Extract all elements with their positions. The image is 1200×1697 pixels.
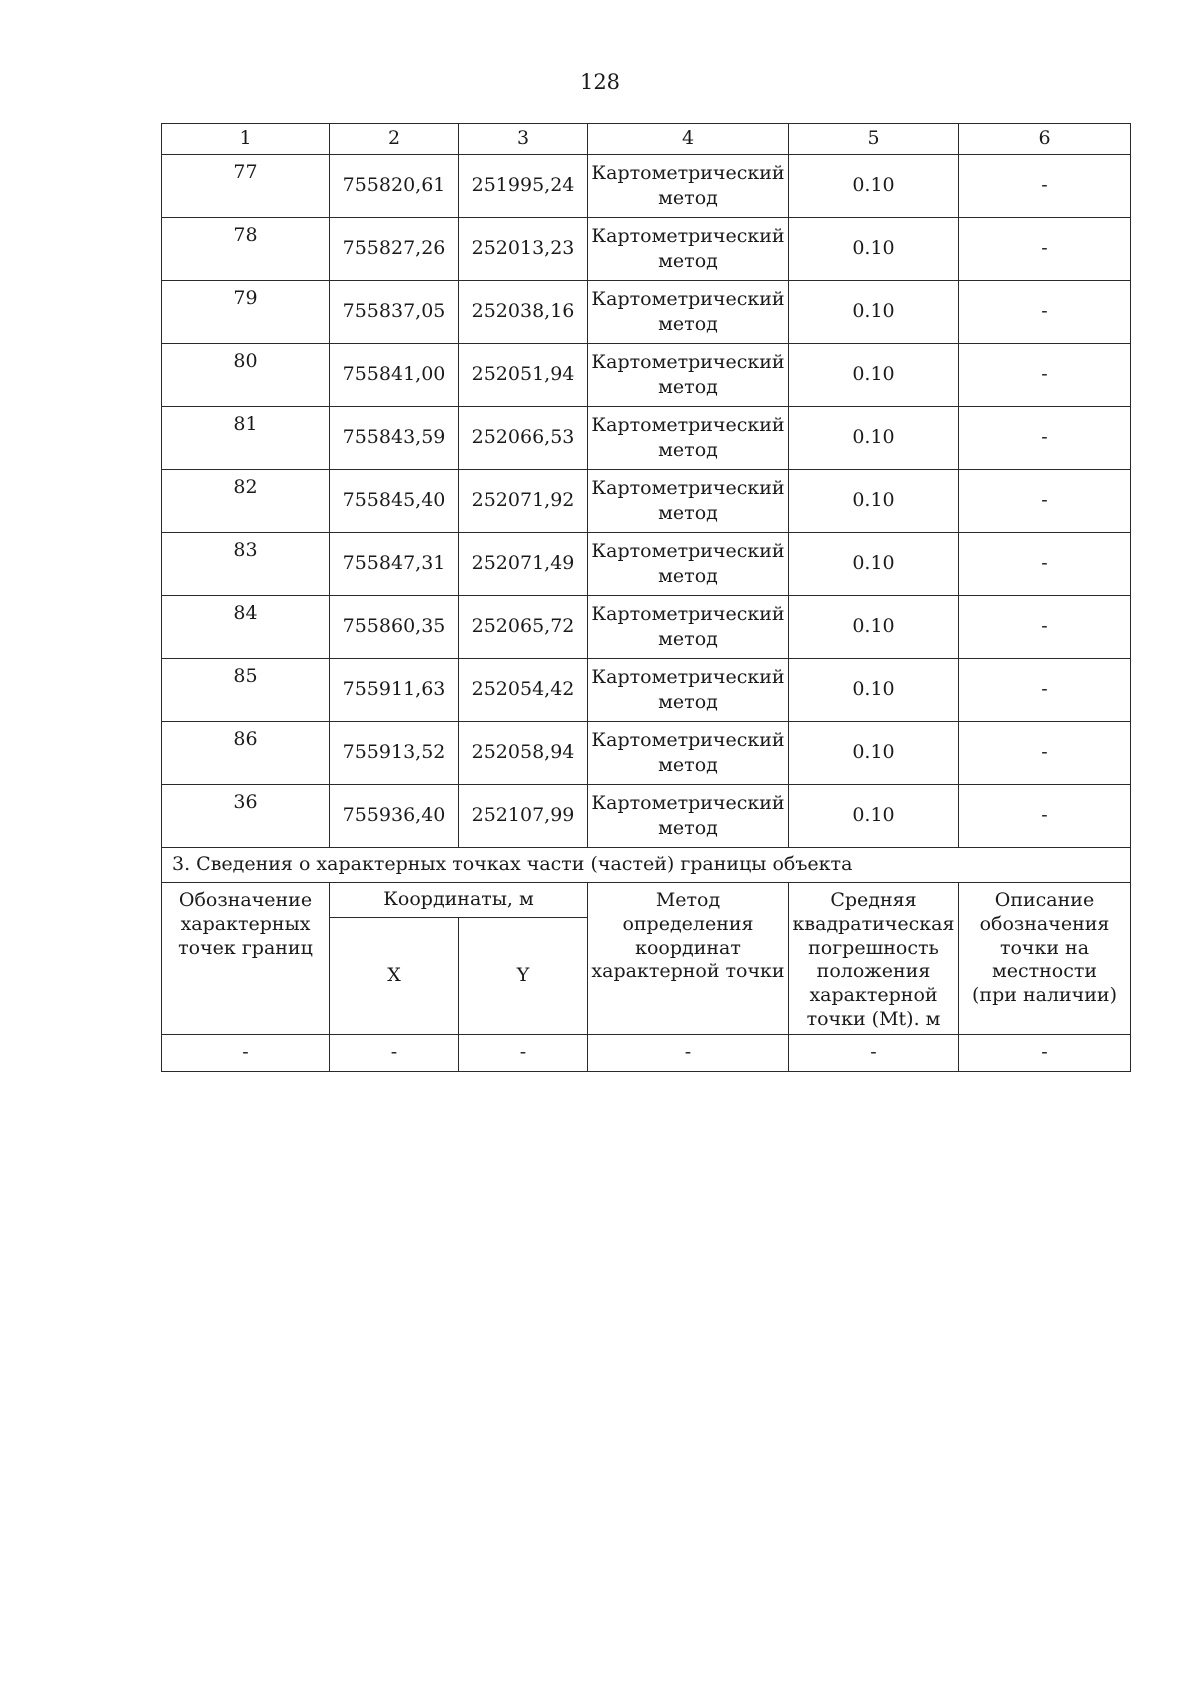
- empty-cell: -: [789, 1035, 959, 1072]
- method-cell: [588, 785, 789, 848]
- method-line: метод: [658, 502, 718, 524]
- description-value: -: [959, 659, 1131, 722]
- method-line: метод: [658, 439, 718, 461]
- accuracy-value: 0.10: [789, 407, 959, 470]
- column-number: 3: [459, 124, 588, 155]
- accuracy-value: 0.10: [789, 281, 959, 344]
- coordinate-x: 755827,26: [330, 218, 459, 281]
- table-row: [162, 155, 1131, 218]
- method-line: метод: [658, 250, 718, 272]
- method-line: Картометрический: [591, 603, 785, 626]
- section-3-title: 3. Сведения о характерных точках части (частей) границы объекта: [162, 848, 1131, 883]
- method-line: Картометрический: [591, 729, 785, 752]
- table-row: [162, 218, 1131, 281]
- method-line: метод: [658, 376, 718, 398]
- method-cell: [588, 407, 789, 470]
- method-cell: [588, 344, 789, 407]
- header-line: точки на: [999, 936, 1090, 959]
- description-value: -: [959, 533, 1131, 596]
- method-line: Картометрический: [591, 225, 785, 248]
- column-number: 1: [162, 124, 330, 155]
- accuracy-value: 0.10: [789, 470, 959, 533]
- header-line: характерной: [809, 984, 938, 1006]
- method-cell: [588, 155, 789, 218]
- method-line: Картометрический: [591, 351, 785, 374]
- method-line: Картометрический: [591, 477, 785, 500]
- point-number: 82: [162, 470, 330, 533]
- method-cell: [588, 722, 789, 785]
- point-number: 80: [162, 344, 330, 407]
- column-number: 5: [789, 124, 959, 155]
- column-number: 6: [959, 124, 1131, 155]
- table-row: [162, 344, 1131, 407]
- description-value: -: [959, 218, 1131, 281]
- point-number: 77: [162, 155, 330, 218]
- description-value: -: [959, 344, 1131, 407]
- method-cell: [588, 533, 789, 596]
- boundary-points-table: [161, 123, 1131, 1072]
- method-line: Картометрический: [591, 792, 785, 815]
- table-row: [162, 470, 1131, 533]
- accuracy-value: 0.10: [789, 722, 959, 785]
- method-cell: [588, 218, 789, 281]
- empty-cell: -: [459, 1035, 588, 1072]
- coordinate-x: 755820,61: [330, 155, 459, 218]
- accuracy-value: 0.10: [789, 218, 959, 281]
- method-line: метод: [658, 628, 718, 650]
- table-row: [162, 785, 1131, 848]
- accuracy-value: 0.10: [789, 344, 959, 407]
- method-cell: [588, 659, 789, 722]
- description-value: -: [959, 281, 1131, 344]
- coordinate-x: 755911,63: [330, 659, 459, 722]
- section-3-title-row: [162, 848, 1131, 883]
- table-body: [162, 124, 1131, 1072]
- method-line: метод: [658, 754, 718, 776]
- column-number-row: [162, 124, 1131, 155]
- empty-cell: -: [162, 1035, 330, 1072]
- header-line: характерной точки: [591, 960, 785, 983]
- description-value: -: [959, 155, 1131, 218]
- method-line: метод: [658, 817, 718, 839]
- table-row: [162, 722, 1131, 785]
- method-cell: [588, 596, 789, 659]
- method-line: Картометрический: [591, 666, 785, 689]
- coordinate-y: 252054,42: [459, 659, 588, 722]
- method-line: Картометрический: [591, 540, 785, 563]
- header-line: обозначения: [979, 912, 1110, 935]
- coordinate-x: 755843,59: [330, 407, 459, 470]
- point-number: 79: [162, 281, 330, 344]
- header-line: Обозначение: [178, 889, 313, 911]
- description-value: -: [959, 785, 1131, 848]
- method-line: Картометрический: [591, 414, 785, 437]
- table-row: [162, 659, 1131, 722]
- header-designation: [162, 883, 330, 1035]
- table-row: [162, 596, 1131, 659]
- header-line: точки (Mt). м: [806, 1007, 941, 1030]
- header-line: погрешность: [808, 936, 939, 959]
- header-line: координат: [635, 936, 741, 959]
- coordinate-y: 252107,99: [459, 785, 588, 848]
- accuracy-value: 0.10: [789, 659, 959, 722]
- header-y: Y: [459, 918, 588, 1035]
- coordinate-y: 252058,94: [459, 722, 588, 785]
- header-line: квадратическая: [792, 912, 955, 935]
- coordinate-y: 252065,72: [459, 596, 588, 659]
- header-line: характерных: [180, 912, 311, 935]
- column-number: 2: [330, 124, 459, 155]
- coordinate-x: 755837,05: [330, 281, 459, 344]
- header-x: X: [330, 918, 459, 1035]
- coordinate-y: 252051,94: [459, 344, 588, 407]
- point-number: 85: [162, 659, 330, 722]
- header-line: Метод: [655, 889, 721, 911]
- header-line: Описание: [994, 889, 1095, 911]
- accuracy-value: 0.10: [789, 533, 959, 596]
- accuracy-value: 0.10: [789, 596, 959, 659]
- coordinate-x: 755913,52: [330, 722, 459, 785]
- header-line: Средняя: [830, 889, 917, 911]
- method-cell: [588, 470, 789, 533]
- coordinate-x: 755845,40: [330, 470, 459, 533]
- empty-cell: -: [959, 1035, 1131, 1072]
- table-row: [162, 407, 1131, 470]
- empty-cell: -: [330, 1035, 459, 1072]
- page-number: 128: [579, 70, 621, 94]
- coordinate-y: 251995,24: [459, 155, 588, 218]
- method-line: Картометрический: [591, 162, 785, 185]
- coordinate-x: 755860,35: [330, 596, 459, 659]
- coordinate-x: 755841,00: [330, 344, 459, 407]
- section-3-header-row: [162, 883, 1131, 918]
- point-number: 81: [162, 407, 330, 470]
- coordinate-y: 252066,53: [459, 407, 588, 470]
- header-accuracy: [789, 883, 959, 1035]
- description-value: -: [959, 722, 1131, 785]
- header-line: определения: [622, 912, 754, 935]
- point-number: 36: [162, 785, 330, 848]
- point-number: 78: [162, 218, 330, 281]
- header-line: положения: [816, 960, 931, 983]
- header-method: [588, 883, 789, 1035]
- header-line: точек границ: [178, 936, 313, 959]
- table-row: [162, 533, 1131, 596]
- description-value: -: [959, 407, 1131, 470]
- header-line: местности: [991, 960, 1098, 983]
- method-line: метод: [658, 691, 718, 713]
- table-row: [162, 281, 1131, 344]
- coordinate-y: 252071,49: [459, 533, 588, 596]
- method-line: метод: [658, 565, 718, 587]
- coordinate-x: 755936,40: [330, 785, 459, 848]
- description-value: -: [959, 596, 1131, 659]
- description-value: -: [959, 470, 1131, 533]
- method-line: метод: [658, 187, 718, 209]
- accuracy-value: 0.10: [789, 785, 959, 848]
- header-coordinates: Координаты, м: [330, 883, 588, 918]
- coordinate-y: 252038,16: [459, 281, 588, 344]
- section-3-empty-row: [162, 1035, 1131, 1072]
- accuracy-value: 0.10: [789, 155, 959, 218]
- empty-cell: -: [588, 1035, 789, 1072]
- method-line: метод: [658, 313, 718, 335]
- coordinate-y: 252071,92: [459, 470, 588, 533]
- coordinate-y: 252013,23: [459, 218, 588, 281]
- method-line: Картометрический: [591, 288, 785, 311]
- header-description: [959, 883, 1131, 1035]
- point-number: 83: [162, 533, 330, 596]
- column-number: 4: [588, 124, 789, 155]
- point-number: 84: [162, 596, 330, 659]
- method-cell: [588, 281, 789, 344]
- coordinate-x: 755847,31: [330, 533, 459, 596]
- header-line: (при наличии): [972, 984, 1117, 1006]
- point-number: 86: [162, 722, 330, 785]
